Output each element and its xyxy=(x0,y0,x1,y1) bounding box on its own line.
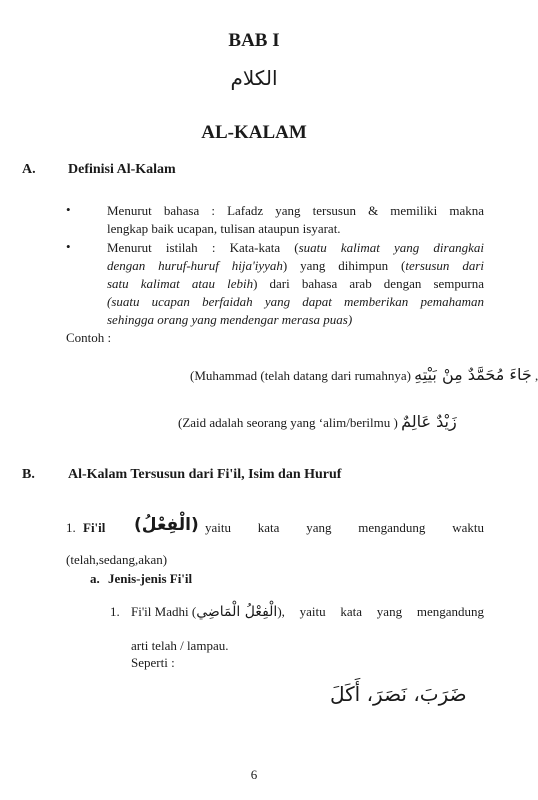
sub1-number: 1. xyxy=(110,604,120,619)
section-a-title: Definisi Al-Kalam xyxy=(68,162,176,177)
sub1-line1: Fi'il Madhi ( الْفِعْلُ الْمَاضِي ), yaitu kata yang mengandung xyxy=(131,604,484,620)
page-number: 6 xyxy=(250,767,258,782)
bullet2-line4: (suatu ucapan berfaidah yang dapat memberikan pemahaman xyxy=(107,294,484,309)
example-label: Contoh : xyxy=(66,330,112,345)
sub1-examples-arabic: ضَرَبَ، نَصَرَ، أَكَلَ xyxy=(330,682,467,706)
bullet1-line1: Menurut bahasa : Lafadz yang tersusun & memiliki makna xyxy=(107,203,484,218)
bullet-marker: • xyxy=(66,239,71,254)
example2: (Zaid adalah seorang yang ‘alim/berilmu ) زَيْدٌ عَالِمٌ xyxy=(178,412,457,431)
section-b-letter: B. xyxy=(22,467,35,482)
bullet-marker: • xyxy=(66,202,71,217)
bullet2-line5: sehingga orang yang mendengar merasa puas) xyxy=(107,312,353,327)
chapter-title: AL-KALAM xyxy=(201,122,307,143)
sub1-line2: arti telah / lampau. xyxy=(131,638,229,653)
example1: (Muhammad (telah datang dari rumahnya) جَاءَ مُحَمَّدٌ مِنْ بَيْتِهِ , xyxy=(190,365,538,384)
bullet1-line2: lengkap baik ucapan, tulisan ataupun isyarat. xyxy=(107,221,341,236)
item1-line2: (telah,sedang,akan) xyxy=(66,552,168,567)
sub-a-title: Jenis-jenis Fi'il xyxy=(108,571,193,586)
sub-a-label: a. xyxy=(90,571,100,586)
section-b-title: Al-Kalam Tersusun dari Fi'il, Isim dan Huruf xyxy=(68,467,342,482)
sub1-seperti: Seperti : xyxy=(131,655,175,670)
bullet2-line3: satu kalimat atau lebih) dari bahasa arab dengan sempurna xyxy=(107,276,484,291)
bullet2-line2: dengan huruf-huruf hija'iyyah) yang dihimpun (tersusun dari xyxy=(107,258,485,273)
item1-term: Fi'il xyxy=(83,520,106,535)
example1-arabic: جَاءَ مُحَمَّدٌ مِنْ بَيْتِهِ xyxy=(414,365,532,384)
item1-definition: yaitu kata yang mengandung waktu xyxy=(205,520,484,535)
chapter-label: BAB I xyxy=(228,30,280,51)
chapter-arabic-title: الكلام xyxy=(230,66,278,90)
item1-arabic: (الْفِعْلُ) xyxy=(134,515,199,535)
section-a-letter: A. xyxy=(22,162,36,177)
item1-number: 1. xyxy=(66,520,76,535)
bullet2-line1: Menurut istilah : Kata-kata (suatu kalimat yang dirangkai xyxy=(107,240,484,255)
example2-arabic: زَيْدٌ عَالِمٌ xyxy=(401,412,457,431)
